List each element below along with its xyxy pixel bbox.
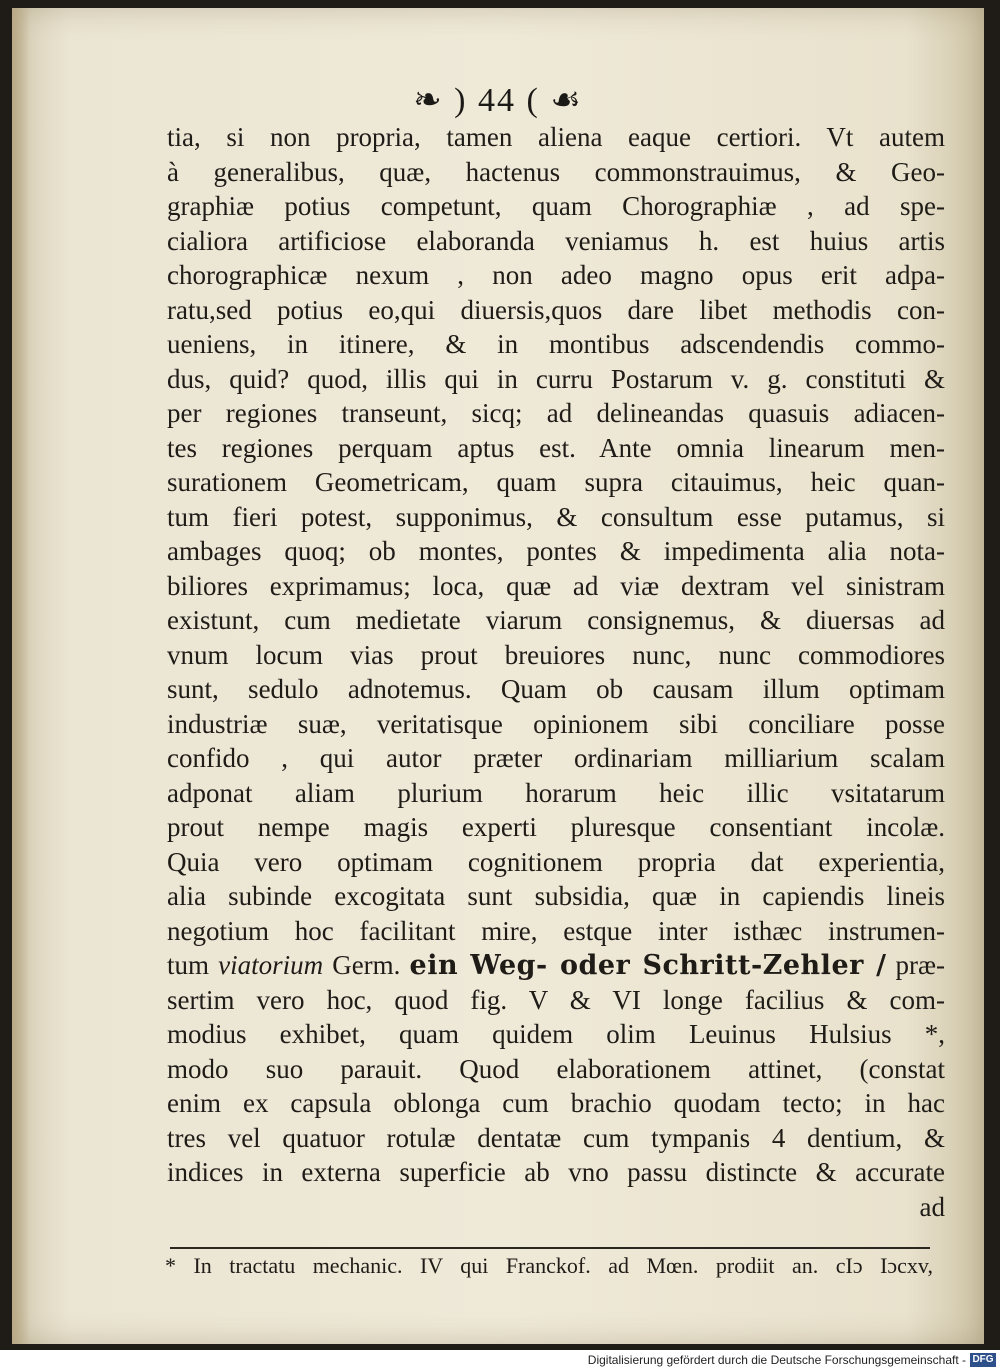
dfg-logo-icon: DFG [970, 1353, 996, 1367]
text-line: tum fieri potest, supponimus, & consultum esse putamus, si [167, 501, 945, 532]
text-line: ambages quoq; ob montes, pontes & impedimenta alia nota- [167, 536, 945, 566]
text-line: biliores exprimamus; loca, quæ ad viæ dextram vel sinistram [167, 570, 945, 601]
page-gutter-shadow [12, 8, 30, 1344]
catchword: ad [919, 1191, 945, 1222]
text-line: existunt, cum medietate viarum consignemus, & diuersas ad [167, 605, 945, 635]
text-line: sunt, sedulo adnotemus. Quam ob causam illum optimam [167, 674, 945, 704]
text-line: Quia vero optimam cognitionem propria dat experientia, [167, 846, 945, 877]
text-line: adponat aliam plurium horarum heic illic vsitatarum [167, 777, 945, 808]
text-line: indices in externa superficie ab vno passu distincte & accurate [167, 1157, 945, 1187]
text-line: tes regiones perquam aptus est. Ante omnia linearum men- [167, 432, 945, 463]
funding-credit: Digitalisierung gefördert durch die Deutsche Forschungsgemeinschaft - [587, 1353, 966, 1367]
text-line: surationem Geometricam, quam supra citauimus, heic quan- [167, 467, 945, 497]
text-line: sertim vero hoc, quod fig. V & VI longe facilius & com- [167, 984, 945, 1015]
text-line: modius exhibet, quam quidem olim Leuinus Hulsius *, [167, 1019, 945, 1049]
text-line: alia subinde excogitata sunt subsidia, quæ in capiendis lineis [167, 881, 945, 911]
text-line: chorographicæ nexum , non adeo magno opus erit adpa- [167, 260, 945, 290]
italic-term: viatorium [218, 950, 324, 980]
text-line: tres vel quatuor rotulæ dentatæ cum tympanis 4 dentium, & [167, 1122, 945, 1153]
text-line: industriæ suæ, veritatisque opinionem sibi conciliare posse [167, 708, 945, 739]
book-page [12, 8, 984, 1344]
text-line: enim ex capsula oblonga cum brachio quodam tecto; in hac [167, 1088, 945, 1118]
text-line: per regiones transeunt, sicq; ad delineandas quasuis adiacen- [167, 398, 945, 428]
text-line: ratu,sed potius eo,qui diuersis,quos dare libet methodis con- [167, 294, 945, 325]
body-text [167, 120, 945, 1224]
text-line: à generalibus, quæ, hactenus commonstrauimus, & Geo- [167, 156, 945, 187]
text-line: negotium hoc facilitant mire, estque inter isthæc instrumen- [167, 915, 945, 946]
text-line: ueniens, in itinere, & in montibus adscendendis commo- [167, 329, 945, 359]
text-line: tia, si non propria, tamen aliena eaque certiori. Vt autem [167, 122, 945, 152]
text-line: cialiora artificiose elaboranda veniamus h. est huius artis [167, 225, 945, 256]
text-line: graphiæ potius competunt, quam Chorographiæ , ad spe- [167, 191, 945, 221]
text-line: confido , qui autor præter ordinariam milliarium scalam [167, 743, 945, 773]
line-end: præ- [895, 950, 945, 980]
credit-bar [0, 1350, 1000, 1372]
text-line: prout nempe magis experti pluresque consentiant incolæ. [167, 812, 945, 842]
text-line: dus, quid? quod, illis qui in curru Postarum v. g. constituti & [167, 363, 945, 394]
footnote: * In tractatu mechanic. IV qui Franckof. ad Mœn. prodiit an. cIɔ Iɔcxv, [165, 1253, 933, 1278]
german-fraktur-term: ein Weg- oder Schritt-Zehler / [409, 950, 887, 981]
line-start: tum [167, 950, 210, 980]
text-line: modo suo parauit. Quod elaborationem attinet, (constat [167, 1053, 945, 1084]
footnote-rule [170, 1247, 930, 1249]
text-line-viatorium [167, 948, 945, 983]
text-line: vnum locum vias prout breuiores nunc, nunc commodiores [167, 639, 945, 670]
page-header: ❧ ) 44 ( ☙ [413, 82, 583, 119]
abbreviation: Germ. [332, 950, 401, 980]
